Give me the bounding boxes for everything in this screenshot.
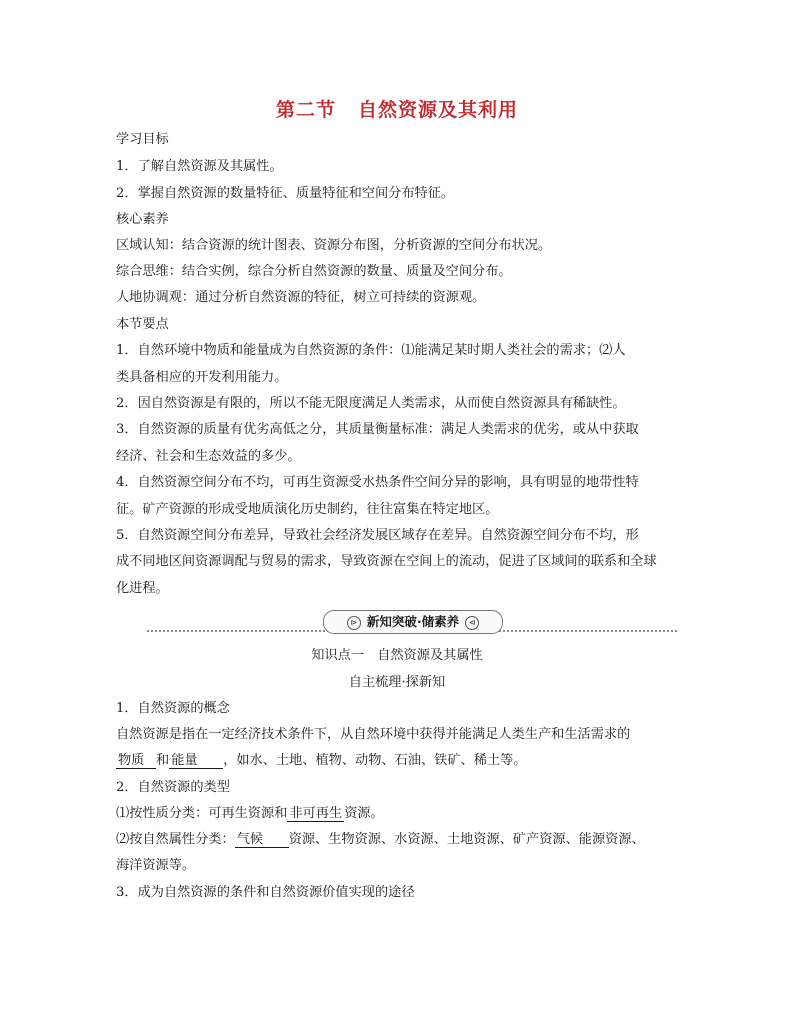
blank-climate: 气候 bbox=[235, 832, 289, 848]
blank-energy: 能量 bbox=[169, 753, 223, 769]
point-1a: 1．自然环境中物质和能量成为自然资源的条件：⑴能满足某时期人类社会的需求；⑵人 bbox=[116, 343, 626, 358]
points-heading: 本节要点 bbox=[116, 317, 169, 332]
blank-material: 物质 bbox=[116, 753, 156, 769]
knowledge-subheading: 自主梳理·探新知 bbox=[348, 675, 446, 690]
literacy-1: 区域认知：结合资源的统计图表、资源分布图，分析资源的空间分布状况。 bbox=[116, 238, 552, 253]
types-2-rest: 资源、生物资源、水资源、土地资源、矿产资源、能源资源、 bbox=[288, 832, 645, 847]
blank-nonrenewable: 非可再生 bbox=[289, 806, 343, 821]
concept-text-cont bbox=[116, 752, 527, 770]
and-text: 和 bbox=[156, 753, 170, 768]
arrow-right-icon: ⊳ bbox=[347, 616, 361, 630]
knowledge-heading: 知识点一 自然资源及其属性 bbox=[311, 648, 483, 663]
point-5c: 化进程。 bbox=[116, 581, 169, 596]
point-3a: 3．自然资源的质量有优劣高低之分，其质量衡量标准：满足人类需求的优劣，或从中获取 bbox=[116, 422, 639, 437]
types-1 bbox=[116, 805, 384, 823]
goals-heading: 学习目标 bbox=[116, 132, 169, 147]
page-title bbox=[0, 95, 794, 122]
point-4a: 4．自然资源空间分布不均，可再生资源受水热条件空间分异的影响，具有明显的地带性特 bbox=[116, 475, 639, 490]
point-5a: 5．自然资源空间分布差异，导致社会经济发展区域存在差异。自然资源空间分布不均，形 bbox=[116, 528, 639, 543]
types-2-cont: 海洋资源等。 bbox=[116, 858, 196, 873]
arrow-left-icon: ⊲ bbox=[465, 616, 479, 630]
goal-2: 2．掌握自然资源的数量特征、质量特征和空间分布特征。 bbox=[116, 186, 455, 201]
point-4b: 征。矿产资源的形成受地质演化历史制约，往往富集在特定地区。 bbox=[116, 502, 499, 517]
concept-text: 自然资源是指在一定经济技术条件下，从自然环境中获得并能满足人类生产和生活需求的 bbox=[116, 727, 631, 742]
point-5b: 成不同地区间资源调配与贸易的需求，导致资源在空间上的流动，促进了区域间的联系和全球 bbox=[116, 554, 657, 569]
point-3b: 经济、社会和生态效益的多少。 bbox=[116, 449, 301, 464]
goal-1: 1．了解自然资源及其属性。 bbox=[116, 159, 283, 174]
conditions-heading: 3．成为自然资源的条件和自然资源价值实现的途径 bbox=[116, 885, 415, 900]
concept-heading: 1．自然资源的概念 bbox=[116, 701, 230, 716]
types-1-text: ⑴按性质分类：可再生资源和 bbox=[116, 806, 288, 821]
types-heading: 2．自然资源的类型 bbox=[116, 780, 230, 795]
section-title: 自然资源及其利用 bbox=[358, 99, 519, 121]
literacy-heading: 核心素养 bbox=[116, 212, 169, 227]
banner-label: 新知突破·储素养 bbox=[366, 614, 460, 629]
types-2-text: ⑵按自然属性分类： bbox=[116, 832, 235, 847]
banner-label-box bbox=[323, 610, 503, 634]
concept-rest: ，如水、土地、植物、动物、石油、铁矿、稀土等。 bbox=[223, 753, 527, 768]
point-1b: 类具备相应的开发利用能力。 bbox=[116, 370, 288, 385]
point-2: 2．因自然资源是有限的，所以不能无限度满足人类需求，从而使自然资源具有稀缺性。 bbox=[116, 396, 626, 411]
section-number: 第二节 bbox=[275, 99, 336, 121]
literacy-3: 人地协调观：通过分析自然资源的特征，树立可持续的资源观。 bbox=[116, 290, 486, 305]
section-banner bbox=[147, 604, 677, 634]
types-2 bbox=[116, 831, 645, 849]
literacy-2: 综合思维：结合实例，综合分析自然资源的数量、质量及空间分布。 bbox=[116, 264, 512, 279]
types-1-end: 资源。 bbox=[344, 806, 384, 821]
